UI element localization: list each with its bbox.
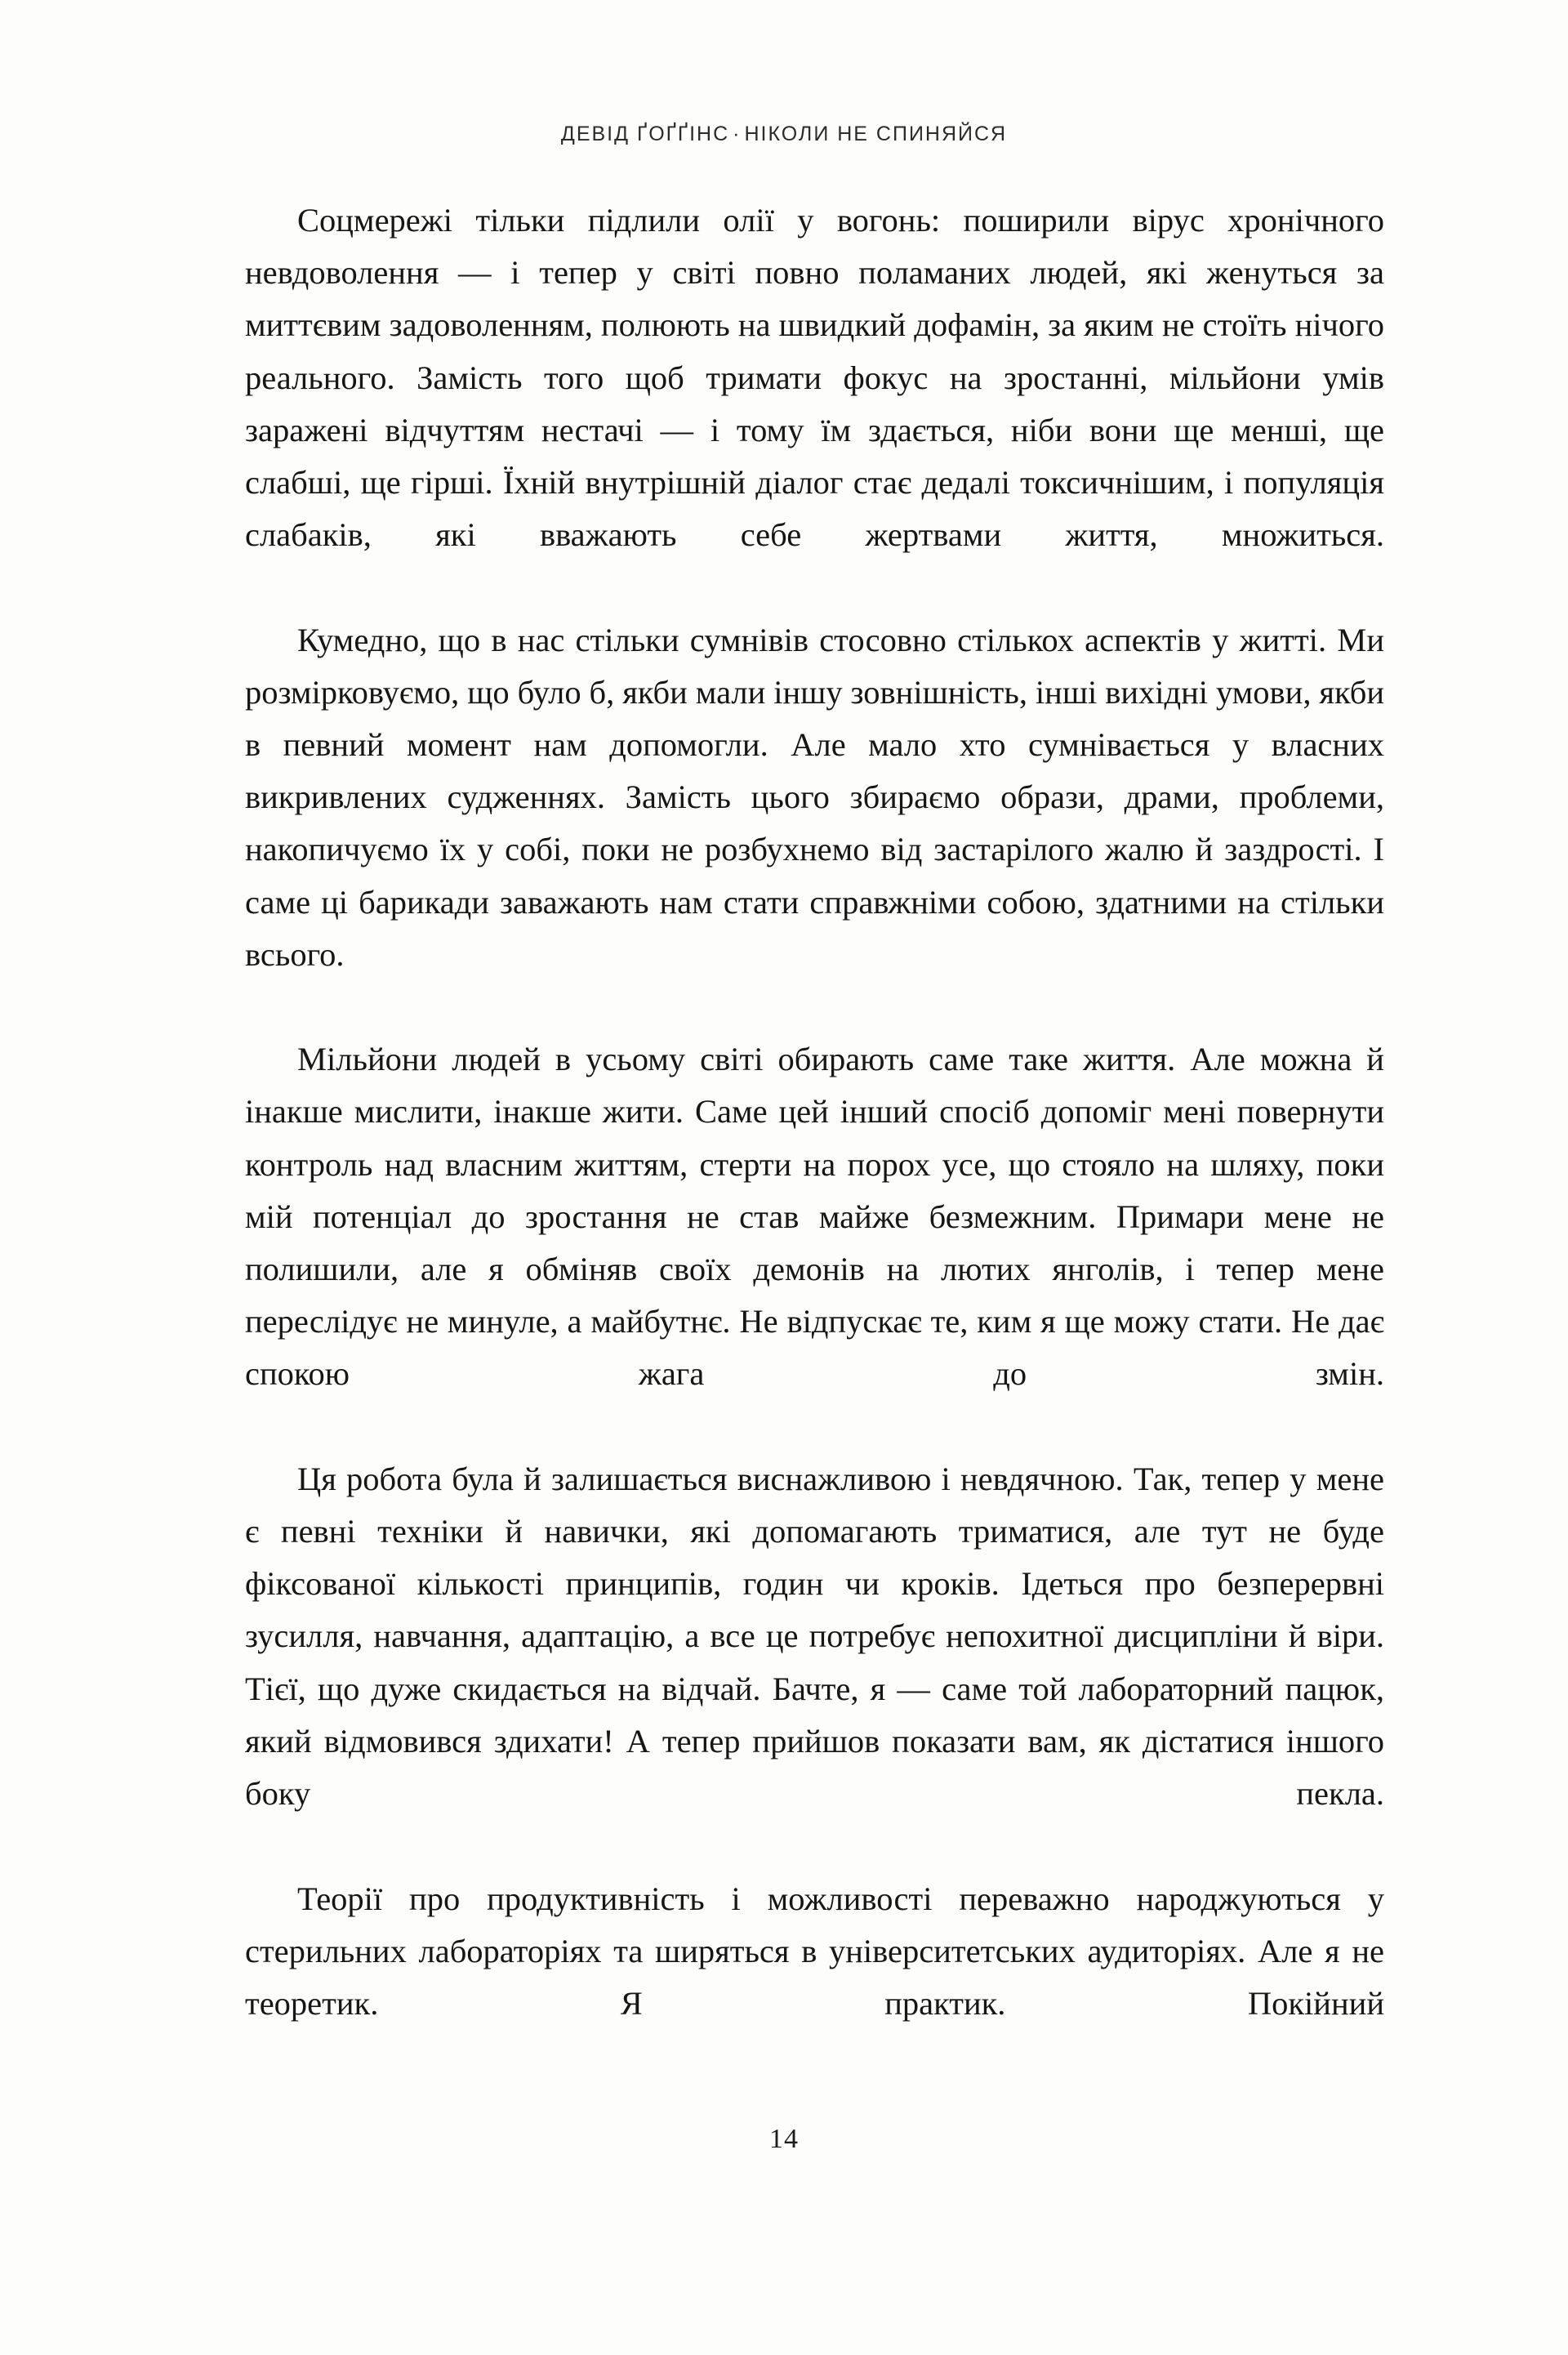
running-head-author: ДЕВІД ҐОҐҐІНС xyxy=(560,123,730,145)
running-head-title: НІКОЛИ НЕ СПИНЯЙСЯ xyxy=(744,123,1008,145)
paragraph: Соцмережі тільки підлили олії у вогонь: поширили вірус хронічного невдоволення — і тепер у світі повно поламаних людей, які женуться за миттєвим задоволенням, полюють на швидкий дофамін, за яким не стоїть нічого реального. Замість того щоб тримати фокус на зростанні, мільйони умів заражені відчуттям нестачі — і тому їм здається, ніби вони ще менші, ще слабші, ще гірші. Їхній внутрішній діалог стає дедалі токсичнішим, і популяція слабаків, які вважають себе жертвами життя, множиться. xyxy=(245,202,1384,554)
paragraph: Ця робота була й залишається виснажливою і невдячною. Так, тепер у мене є певні техніки й навички, які допомагають триматися, але тут не буде фіксованої кількості принципів, годин чи кроків. Ідеться про безперервні зусилля, навчання, адаптацію, а все це потребує непохитної дисципліни й віри. Тієї, що дуже скидається на відчай. Бачте, я — саме той лабораторний пацюк, який відмовився здихати! А тепер прийшов показати вам, як дістатися іншого боку пекла. xyxy=(245,1460,1384,1813)
running-head-separator: · xyxy=(733,123,742,145)
paragraph: Кумедно, що в нас стільки сумнівів стосовно стількох аспектів у житті. Ми розмірковуємо, що було б, якби мали іншу зовнішність, інші вихідні умови, якби в певний момент нам допомогли. Але мало хто сумнівається у власних викривлених судженнях. Замість цього збираємо образи, драми, проблеми, накопичуємо їх у собі, поки не розбухнемо від застарілого жалю й заздрості. І саме ці барикади заважають нам стати справжніми собою, здатними на стільки всього. xyxy=(245,621,1384,973)
page-number: 14 xyxy=(769,2124,799,2154)
paragraph: Теорії про продуктивність і можливості переважно народжуються у стерильних лабораторіях та ширяться в університетських аудиторіях. Але я не теоретик. Я практик. Покійний xyxy=(245,1880,1384,2022)
paragraph: Мільйони людей в усьому світі обирають саме таке життя. Але можна й інакше мислити, інакше жити. Саме цей інший спосіб допоміг мені повернути контроль над власним життям, стерти на порох усе, що стояло на шляху, поки мій потенціал до зростання не став майже безмежним. Примари мене не полишили, але я обміняв своїх демонів на лютих янголів, і тепер мене переслідує не минуле, а майбутнє. Не відпускає те, ким я ще можу стати. Не дає спокою жага до змін. xyxy=(245,1041,1384,1393)
body-text-block xyxy=(245,194,1384,2082)
running-head xyxy=(0,123,1568,146)
